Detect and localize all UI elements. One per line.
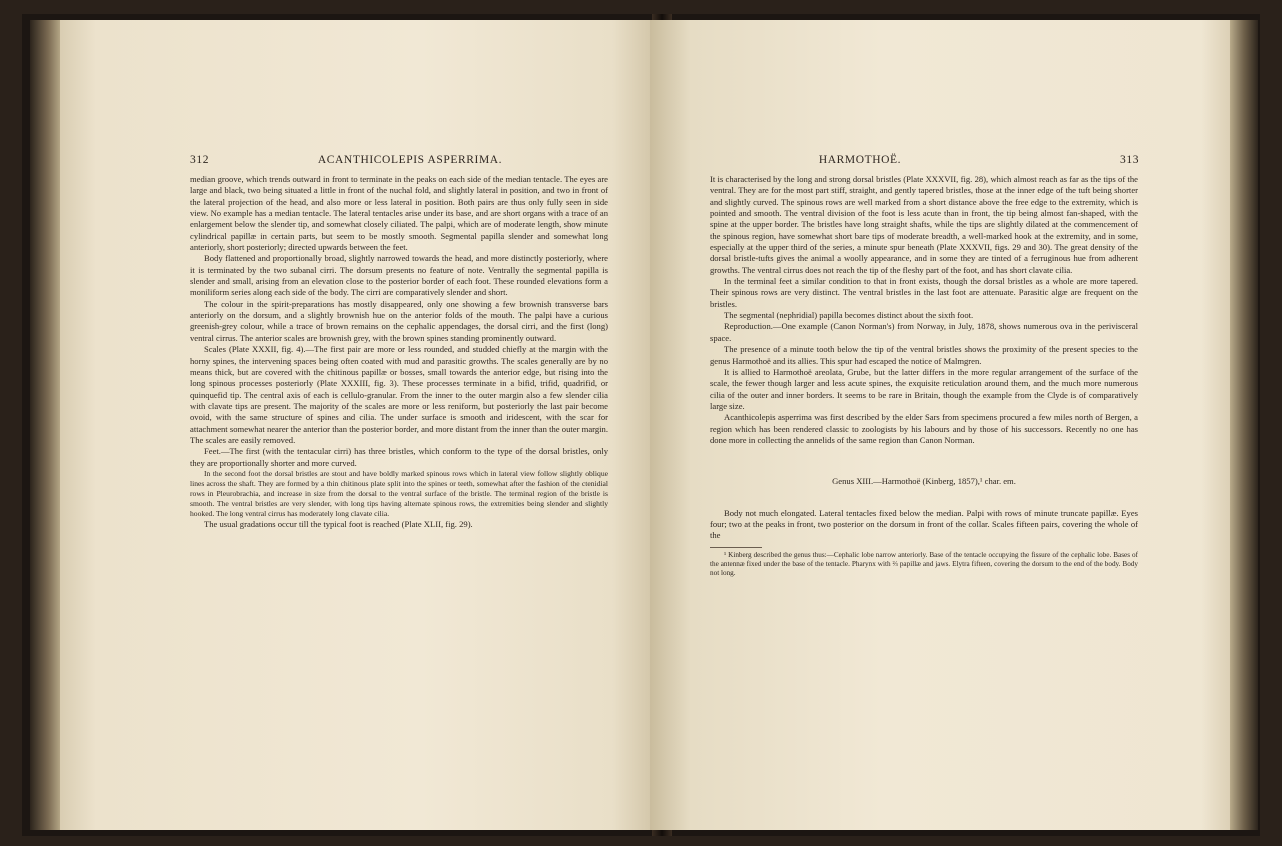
left-page xyxy=(60,20,660,830)
left-paragraph-6: In the second foot the dorsal bristles are stout and have boldly marked spinous rows which in lateral view follow slightly oblique lines across the shaft. They are formed by a thin chitinous plate split into the spines or teeth, somewhat after the fashion of the ctenidial rows in Pleurobrachia, and increase in size from the dorsal to the ventral surface of the bristle. The terminal region of the bristle is smooth. The ventral bristles are very slender, with long tips having alternate spinous rows, the extremities being slender and slightly hooked. The long ventral cirrus has moderately long clavate cilia. xyxy=(190,468,608,519)
right-page xyxy=(650,20,1230,830)
footnote xyxy=(710,551,1138,579)
left-running-head: ACANTHICOLEPIS ASPERRIMA. xyxy=(317,154,503,166)
right-page-number: 313 xyxy=(1120,154,1140,166)
right-paragraph-5: The presence of a minute tooth below the tip of the ventral bristles shows the proximity of the present species to the genus Harmothoë and its allies. This spur had escaped the notice of Malmgren. xyxy=(710,344,1138,366)
left-paragraph-5: Feet.—The first (with the tentacular cirri) has three bristles, which conform to the type of the dorsal bristles, only they are proportionally shorter and more curved. xyxy=(190,446,608,468)
left-page-body xyxy=(190,174,608,531)
footnote-rule xyxy=(710,547,762,548)
right-paragraph-3: The segmental (nephridial) papilla becomes distinct about the sixth foot. xyxy=(724,310,974,321)
right-paragraph-2: In the terminal feet a similar condition to that in front exists, though the dorsal bristles as a whole are more tapered. Their spinous rows are very distinct. The ventral bristles in the last foot are attenuate. Parasitic algæ are frequent on the bristles. xyxy=(710,276,1138,309)
left-page-number: 312 xyxy=(190,154,210,166)
right-paragraph-7: Acanthicolepis asperrima was first described by the elder Sars from specimens procured a few miles north of Bergen, a region which has been rendered classic to zoologists by his labours and by those of his successors. Recently no one has done more in collecting the annelids of the same region than Canon Norman. xyxy=(710,412,1138,445)
right-paragraph-4: Reproduction.—One example (Canon Norman's) from Norway, in July, 1878, shows numerous ova in the perivisceral space. xyxy=(710,321,1138,343)
right-paragraph-6: It is allied to Harmothoë areolata, Grube, but the latter differs in the more regular arrangement of the surface of the scale, the fewer though larger and less acute spines, the exquisite reticulation around them, and the much more numerous cilia of the outer and inner borders. It seems to be rare in Britain, though the example from the Clyde is of comparatively large size. xyxy=(710,366,1138,411)
book-spread xyxy=(22,14,1260,836)
left-paragraph-4: Scales (Plate XXXII, fig. 4).—The first pair are more or less rounded, and studded chiefly at the margin with the horny spines, the intervening spaces being often coated with mud and parasitic growths. The scales generally are by no means thick, but are covered with the chitinous papillæ or bosses, small towards the anterior edge, but rising into the long spinous processes posteriorly (Plate XXXIII, fig. 3). These processes terminate in a bifid, trifid, quadrifid, or quinquefid tip. The central axis of each is cellulo-granular. From the inner to the outer margin also a few slender cilia with clavate tips are present. The majority of the scales are more or less reniform, but posteriorly the last pair become ovoid, with the same structure of spines and cilia. The under surface is smooth and iridescent, with the scar for attachment somewhat nearer the anterior than the posterior border, and more distant from the inner than the outer margin. The scales are easily removed. xyxy=(190,344,608,445)
genus-paragraph: Body not much elongated. Lateral tentacles fixed below the median. Palpi with rows of minute truncate papillæ. Eyes four; two at the peaks in front, two posterior on the dorsum in front of the collar. Scales fifteen pairs, covering the whole of the xyxy=(710,507,1138,541)
left-paragraph-3: The colour in the spirit-preparations has mostly disappeared, only one showing a few brownish transverse bars anteriorly on the dorsum, and a slightly brownish hue on the anterior folds of the mouth. The palpi have a curious greenish-grey colour, while a trace of brown remains on the cephalic appendages, the dorsal cirri, and the first (long) ventral cirrus. The anterior scales are brownish grey, with the brown spines standing prominently outward. xyxy=(190,298,608,343)
left-paragraph-2: Body flattened and proportionally broad, slightly narrowed towards the head, and more distinctly posteriorly, where it is terminated by the two subanal cirri. The dorsum presents no feature of note. Ventrally the segmental papilla is slender and small, arising from an elevation close to the posterior border of each foot. These rounded elevations form a moniliform series along each side of the body. The cirri are comparatively slender and short. xyxy=(190,253,608,298)
left-page-edge xyxy=(30,20,60,830)
left-paragraph-7: The usual gradations occur till the typical foot is reached (Plate XLII, fig. 29). xyxy=(204,519,473,530)
right-running-head: HARMOTHOË. xyxy=(818,154,902,166)
right-paragraph-1: It is characterised by the long and strong dorsal bristles (Plate XXXVII, fig. 28), which almost reach as far as the tips of the ventral. They are for the most part stiff, straight, and gently tapered bristles, those at the inner edge of the tuft being shorter and slightly curved. The spinous rows are well marked from a short distance above the free edge to the extremity, which is pointed and smooth. The ventral division of the foot is less acute than in front, the tip being almost fan-shaped, with the spine at the upper border. The bristles have long straight shafts, while the tips are slightly dilated at the commencement of the spinous region, have somewhat short bare tips of moderate breadth, a well-marked hook at the extremity, and in some, especially at the upper third of the series, a minute spur beneath (Plate XXXVII, figs. 29 and 30). The great density of the dorsal bristle-tufts gives the animal a woolly appearance, and in some they are tinted of a ferruginous hue from adherent growths. The ventral cirrus does not reach the tip of the fleshy part of the foot, and has short clavate cilia. xyxy=(710,174,1138,275)
right-page-body xyxy=(710,174,1138,579)
genus-heading: Genus XIII.—Harmothoë (Kinberg, 1857),¹ char. em. xyxy=(832,476,1016,487)
right-page-edge xyxy=(1230,20,1258,830)
left-paragraph-1: median groove, which trends outward in front to terminate in the peaks on each side of the median tentacle. The eyes are large and black, two being situated a little in front of the nuchal fold, and slightly lateral in position, and two in front of the lateral projection of the head, and also more or less lateral in position. Both pairs are thus only fully seen in side view. No example has a median tentacle. The lateral tentacles arise under its base, and are short organs with a trace of an enlargement below the slender tip, and somewhat closely ciliated. The palpi, which are of moderate length, show minute cylindrical papillæ in certain parts, but seem to be mostly smooth. Segmental papilla slender and somewhat long anteriorly, short posteriorly; directed upwards between the feet. xyxy=(190,174,608,253)
footnote-text: ¹ Kinberg described the genus thus:—Cephalic lobe narrow anteriorly. Base of the tentacle occupying the fissure of the cephalic lobe. Bases of the antennæ fixed under the base of the tentacle. Pharynx with ⅔ papillæ and jaws. Elytra fifteen, covering the dorsum to the end of the body. Body not long. xyxy=(710,550,1138,578)
